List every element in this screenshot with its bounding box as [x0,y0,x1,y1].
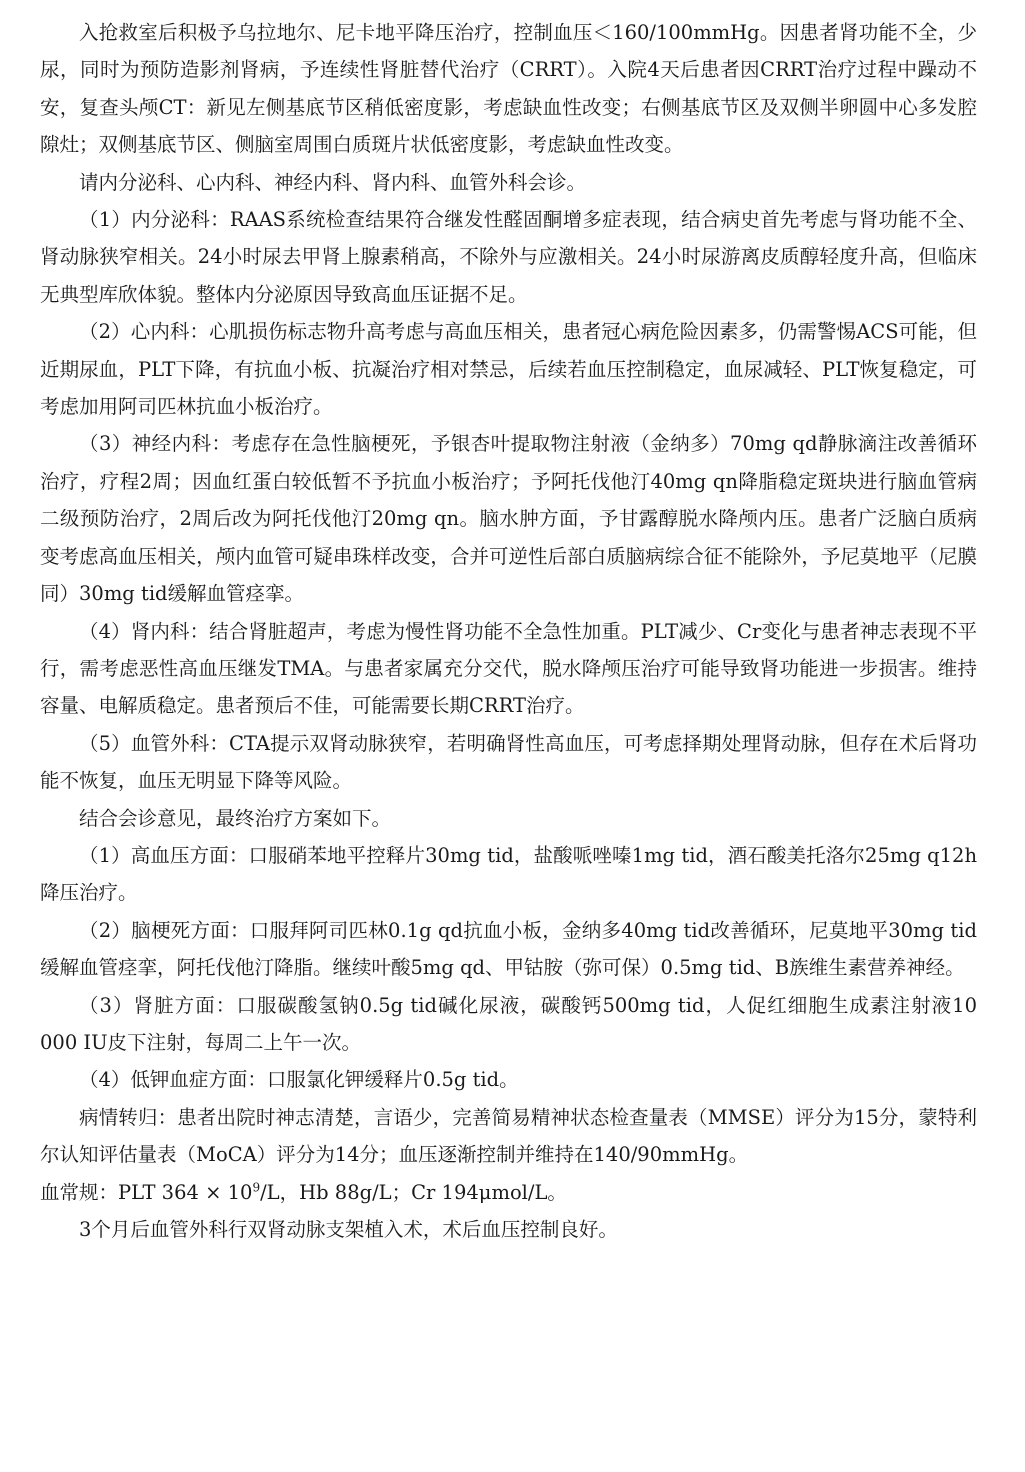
paragraph-endocrinology: （1）内分泌科：RAAS系统检查结果符合继发性醛固酮增多症表现，结合病史首先考虑与肾功能不全、肾动脉狭窄相关。24小时尿去甲肾上腺素稍高，不除外与应激相关。24小时尿游离皮质醇轻度升高，但临床无典型库欣体貌。整体内分泌原因导致高血压证据不足。 [40,208,977,306]
paragraph-plan-hypertension: （1）高血压方面：口服硝苯地平控释片30mg tid，盐酸哌唑嗪1mg tid，酒石酸美托洛尔25mg q12h降压治疗。 [40,843,977,905]
paragraph-plan-hypokalemia: （4）低钾血症方面：口服氯化钾缓释片0.5g tid。 [79,1068,519,1092]
paragraph-final-plan-intro: 结合会诊意见，最终治疗方案如下。 [79,806,392,830]
paragraph-cardiology: （2）心内科：心肌损伤标志物升高考虑与高血压相关，患者冠心病危险因素多，仍需警惕ACS可能，但近期尿血，PLT下降，有抗血小板、抗凝治疗相对禁忌，后续若血压控制稳定，血尿减轻、PLT恢复稳定，可考虑加用阿司匹林抗血小板治疗。 [40,320,977,419]
paragraph-neurology: （3）神经内科：考虑存在急性脑梗死，予银杏叶提取物注射液（金纳多）70mg qd静脉滴注改善循环治疗，疗程2周；因血红蛋白较低暂不予抗血小板治疗；予阿托伐他汀40mg qn降脂稳定斑块进行脑血管病二级预防治疗，2周后改为阿托伐他汀20mg qn。脑水肿方面，予甘露醇脱水降颅内压。患者广泛脑白质病变考虑高血压相关，颅内血管可疑串珠样改变，合并可逆性后部白质脑病综合征不能除外，予尼莫地平（尼膜同）30mg tid缓解血管痉挛。 [40,432,977,606]
paragraph-plan-cerebral-infarction: （2）脑梗死方面：口服拜阿司匹林0.1g qd抗血小板，金纳多40mg tid改善循环，尼莫地平30mg tid缓解血管痉挛，阿托伐他汀降脂。继续叶酸5mg qd、甲钴胺（弥可保）0.5mg tid、B族维生素营养神经。 [40,918,977,980]
paragraph-closing: 3个月后血管外科行双肾动脉支架植入术，术后血压控制良好。 [79,1218,618,1241]
paragraph-outcome: 病情转归：患者出院时神志清楚，言语少，完善简易精神状态检查量表（MMSE）评分为15分，蒙特利尔认知评估量表（MoCA）评分为14分；血压逐渐控制并维持在140/90mmHg。 [40,1105,977,1167]
paragraph-nephrology: （4）肾内科：结合肾脏超声，考虑为慢性肾功能不全急性加重。PLT减少、Cr变化与患者神志表现不平行，需考虑恶性高血压继发TMA。与患者家属充分交代，脱水降颅压治疗可能导致肾功能进一步损害。维持容量、电解质稳定。患者预后不佳，可能需要长期CRRT治疗。 [40,619,977,718]
lab-results-prefix: 血常规：PLT 364 × 10 [40,1180,253,1204]
paragraph-er-treatment: 入抢救室后积极予乌拉地尔、尼卡地平降压治疗，控制血压＜160/100mmHg。因患者肾功能不全，少尿，同时为预防造影剂肾病，予连续性肾脏替代治疗（CRRT）。入院4天后患者因CRRT治疗过程中躁动不安，复查头颅CT：新见左侧基底节区稍低密度影，考虑缺血性改变；右侧基底节区及双侧半卵圆中心多发腔隙灶；双侧基底节区、侧脑室周围白质斑片状低密度影，考虑缺血性改变。 [40,21,977,157]
paragraph-plan-renal: （3）肾脏方面：口服碳酸氢钠0.5g tid碱化尿液，碳酸钙500mg tid，人促红细胞生成素注射液10 000 IU皮下注射，每周二上午一次。 [40,993,977,1054]
paragraph-consult-request: 请内分泌科、心内科、神经内科、肾内科、血管外科会诊。 [79,170,587,194]
lab-results-exponent: 9 [252,1180,261,1195]
lab-results-line [40,1174,977,1211]
paragraph-vascular-surgery: （5）血管外科：CTA提示双肾动脉狭窄，若明确肾性高血压，可考虑择期处理肾动脉，但存在术后肾功能不恢复，血压无明显下降等风险。 [40,731,977,793]
lab-results-suffix: /L，Hb 88g/L；Cr 194μmol/L。 [260,1180,567,1204]
